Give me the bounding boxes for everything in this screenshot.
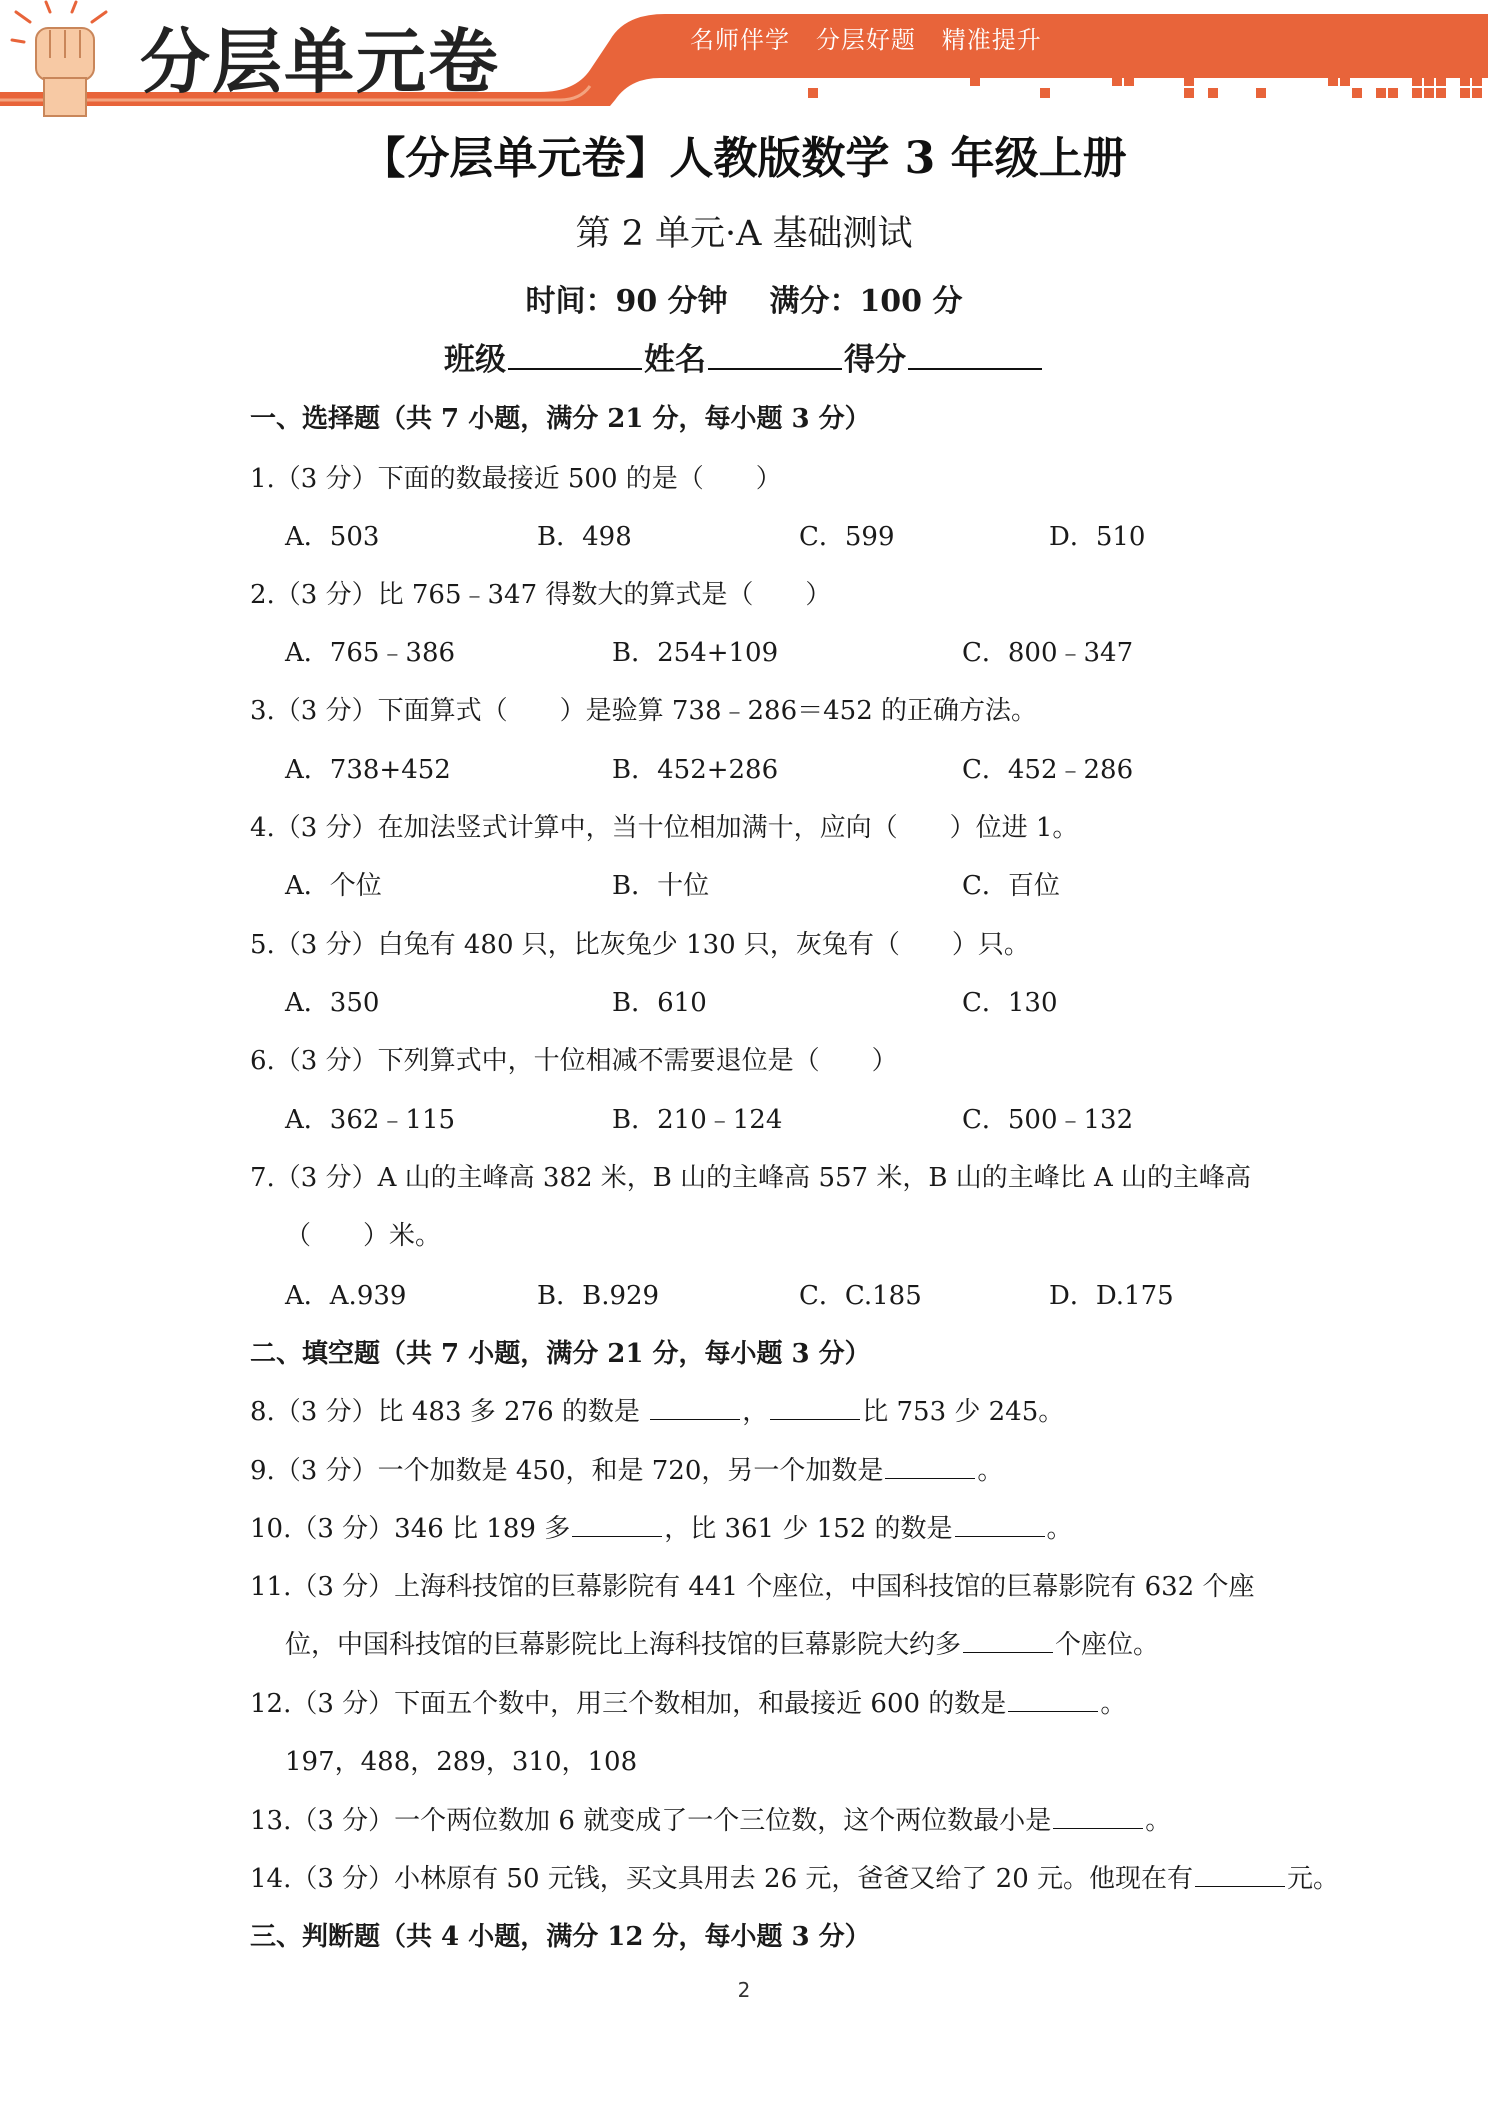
option: B．452+286: [612, 755, 779, 785]
question-5: 5.（3 分）白兔有 480 只，比灰兔少 130 只，灰兔有（ ）只。: [250, 930, 1030, 960]
page-title: 【分层单元卷】人教版数学 3 年级上册: [361, 133, 1127, 184]
option: C．百位: [962, 871, 1060, 901]
section-heading-choice: 一、选择题（共 7 小题，满分 21 分，每小题 3 分）: [250, 404, 871, 434]
page-number: 2: [737, 1978, 751, 2002]
question-7: 7.（3 分）A 山的主峰高 382 米，B 山的主峰高 557 米，B 山的主峰比 A 山的主峰高: [250, 1163, 1252, 1193]
option: A．765﹣386: [285, 638, 456, 668]
option: C．C.185: [799, 1281, 922, 1311]
option: B．610: [612, 988, 707, 1018]
question-11-continued: [285, 1624, 1159, 1661]
option: B．498: [537, 522, 632, 552]
question-14: [250, 1858, 1339, 1895]
score-label: 得分: [844, 342, 906, 378]
name-label: 姓名: [644, 342, 706, 378]
question-2: 2.（3 分）比 765﹣347 得数大的算式是（ ）: [250, 580, 832, 610]
section-heading-judge: 三、判断题（共 4 小题，满分 12 分，每小题 3 分）: [250, 1922, 871, 1952]
option: A．A.939: [285, 1281, 407, 1311]
question-12-numbers: 197，488，289，310，108: [285, 1747, 638, 1777]
q10-text-c: 。: [1046, 1514, 1073, 1544]
question-6: 6.（3 分）下列算式中，十位相减不需要退位是（ ）: [250, 1046, 898, 1076]
option: A．350: [285, 988, 380, 1018]
option: C．130: [962, 988, 1058, 1018]
brand-slogan: 名师伴学 分层好题 精准提升: [690, 26, 1042, 54]
option: A．个位: [285, 871, 382, 901]
question-1: 1.（3 分）下面的数最接近 500 的是（ ）: [250, 464, 782, 494]
q13-text-b: 。: [1145, 1806, 1172, 1836]
option: B．210﹣124: [612, 1105, 783, 1135]
q8-text-c: 比 753 少 245。: [862, 1397, 1065, 1427]
option: C．599: [799, 522, 895, 552]
question-7-continued: （ ）米。: [285, 1221, 442, 1251]
question-13: [250, 1800, 1171, 1837]
q9-text-a: 9.（3 分）一个加数是 450，和是 720，另一个加数是: [250, 1456, 884, 1486]
option: D．D.175: [1049, 1281, 1174, 1311]
section-heading-fill: 二、填空题（共 7 小题，满分 21 分，每小题 3 分）: [250, 1339, 871, 1369]
question-12: [250, 1683, 1126, 1720]
q14-text-a: 14.（3 分）小林原有 50 元钱，买文具用去 26 元，爸爸又给了 20 元。他现在有: [250, 1864, 1193, 1894]
class-name-score-line: [0, 334, 1488, 379]
option: B．B.929: [537, 1281, 660, 1311]
answer-blank[interactable]: [1008, 1689, 1098, 1712]
answer-blank[interactable]: [1195, 1864, 1285, 1887]
q12-text-a: 12.（3 分）下面五个数中，用三个数相加，和最接近 600 的数是: [250, 1689, 1007, 1719]
option: A．503: [285, 522, 380, 552]
q11-text-b: 个座位。: [1055, 1630, 1160, 1660]
question-8: [250, 1391, 1064, 1428]
answer-blank[interactable]: [885, 1456, 975, 1479]
option: A．738+452: [285, 755, 451, 785]
answer-blank[interactable]: [572, 1514, 662, 1537]
question-4: 4.（3 分）在加法竖式计算中，当十位相加满十，应向（ ）位进 1。: [250, 813, 1079, 843]
class-blank[interactable]: [508, 340, 642, 370]
page-subtitle: 第 2 单元·A 基础测试: [575, 214, 913, 254]
option: C．800﹣347: [962, 638, 1134, 668]
option: A．362﹣115: [285, 1105, 456, 1135]
q11-text-a: 位，中国科技馆的巨幕影院比上海科技馆的巨幕影院大约多: [285, 1630, 962, 1660]
q10-text-b: ，比 361 少 152 的数是: [664, 1514, 953, 1544]
q14-text-b: 元。: [1287, 1864, 1340, 1894]
option: C．452﹣286: [962, 755, 1134, 785]
question-10: [250, 1508, 1073, 1545]
score-blank[interactable]: [908, 340, 1042, 370]
question-11: 11.（3 分）上海科技馆的巨幕影院有 441 个座位，中国科技馆的巨幕影院有 632 个座: [250, 1572, 1255, 1602]
q10-text-a: 10.（3 分）346 比 189 多: [250, 1514, 571, 1544]
answer-blank[interactable]: [650, 1397, 740, 1420]
q13-text-a: 13.（3 分）一个两位数加 6 就变成了一个三位数，这个两位数最小是: [250, 1806, 1052, 1836]
q8-text-b: ，: [742, 1397, 769, 1427]
class-label: 班级: [444, 342, 506, 378]
answer-blank[interactable]: [963, 1630, 1053, 1653]
question-3: 3.（3 分）下面算式（ ）是验算 738﹣286＝452 的正确方法。: [250, 696, 1038, 726]
header-banner: [0, 0, 1488, 120]
q12-text-b: 。: [1100, 1689, 1127, 1719]
answer-blank[interactable]: [770, 1397, 860, 1420]
option: B．254+109: [612, 638, 779, 668]
q8-text-a: 8.（3 分）比 483 多 276 的数是: [250, 1397, 649, 1427]
brand-title: 分层单元卷: [140, 21, 500, 103]
option: B．十位: [612, 871, 710, 901]
q9-text-b: 。: [977, 1456, 1004, 1486]
time-info: 时间：90 分钟 满分：100 分: [525, 284, 963, 319]
fist-icon: [10, 0, 120, 118]
answer-blank[interactable]: [1053, 1806, 1143, 1829]
name-blank[interactable]: [708, 340, 842, 370]
option: D．510: [1049, 522, 1146, 552]
question-9: [250, 1450, 1003, 1487]
option: C．500﹣132: [962, 1105, 1134, 1135]
answer-blank[interactable]: [955, 1514, 1045, 1537]
